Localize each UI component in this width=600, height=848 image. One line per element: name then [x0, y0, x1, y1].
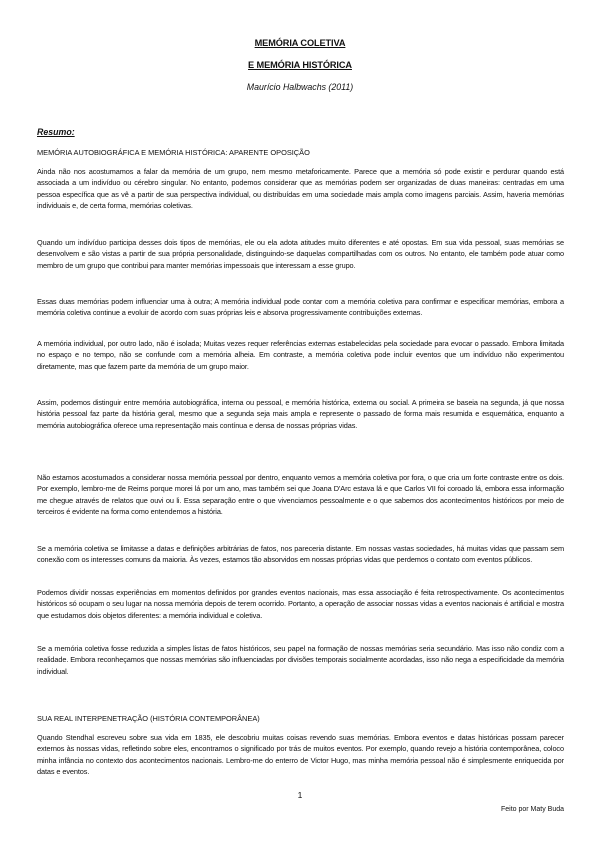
paragraph: A memória individual, por outro lado, não é isolada; Muitas vezes requer referências externas estabelecidas pela sociedade para evocar o passado. Embora limitada no espaço e no tempo, não se confunde com a memória alheia. Em contraste, a memória coletiva pode incluir eventos que um indivíduo não experimentou diretamente, mas que fazem parte da memória de um grupo maior. — [37, 339, 564, 371]
resumo-label: Resumo: — [37, 127, 75, 137]
document-title-line1: MEMÓRIA COLETIVA — [254, 38, 346, 48]
paragraph: Quando Stendhal escreveu sobre sua vida em 1835, ele descobriu muitas coisas revendo suas memórias. Embora eventos e datas históricas possam parecer externos às nossas vidas, refletindo sobre eles, encontramos o significado por trás de muitos eventos. Por exemplo, quando revejo a história contemporânea, coloco minha infância no contexto dos acontecimentos nacionais. Lembro-me do enterro de Victor Hugo, mas minha memória pessoal não é simplesmente enriquecida por datas e eventos. — [37, 733, 564, 776]
section-heading-2: SUA REAL INTERPENETRAÇÃO (HISTÓRIA CONTEMPORÂNEA) — [37, 714, 260, 723]
paragraph: Podemos dividir nossas experiências em momentos definidos por grandes eventos nacionais, mas essa associação é feita retrospectivamente. Os acontecimentos históricos só ocupam o seu lugar na nossa memória depois de terem ocorrido. Portanto, a operação de associar nossas vidas a eventos nacionais é artificial e mostra que estudamos dois objetos diferentes: a memória individual e coletiva. — [37, 588, 564, 620]
paragraph: Assim, podemos distinguir entre memória autobiográfica, interna ou pessoal, e memória histórica, externa ou social. A primeira se baseia na segunda, já que nossa história pessoal faz parte da história geral, mesmo que a segunda seja mais ampla e represente o passado de forma mais resumida e esquemática, enquanto a memória autobiográfica oferece uma representação mais contínua e densa de nossas próprias vidas. — [37, 398, 564, 430]
paragraph: Não estamos acostumados a considerar nossa memória pessoal por dentro, enquanto vemos a memória coletiva por fora, o que cria um forte contraste entre os dois. Por exemplo, lembro-me de Reims porque morei lá por um ano, mas também sei que Joana D'Arc estava lá e que Carlos VII foi coroado lá, embora essa informação me chegue através de relatos que ouvi ou li. Essa separação entre o que vivenciamos pessoalmente e o que sabemos dos acontecimentos históricos por meio de terceiros é evidente na forma como entendemos a história. — [37, 473, 564, 516]
paragraph: Se a memória coletiva fosse reduzida a simples listas de fatos históricos, seu papel na formação de nossas memórias seria secundário. Mas isso não condiz com a realidade. Embora reconheçamos que nossas memórias são influenciadas por divisões temporais socialmente acordadas, isso não nega a especificidade da memória individual. — [37, 644, 564, 676]
page-number: 1 — [297, 790, 303, 800]
paragraph: Se a memória coletiva se limitasse a datas e definições arbitrárias de fatos, nos pareceria distante. Em nossas vastas sociedades, há muitas vidas que passam sem conexão com os interesses comuns da maioria. Às vezes, estamos tão absorvidos em nossas próprias vidas que perdemos o contato com eventos públicos. — [37, 544, 564, 565]
paragraph: Ainda não nos acostumamos a falar da memória de um grupo, nem mesmo metaforicamente. Parece que a memória só pode existir e perdurar quando está associada a um indivíduo ou cérebro singular. No entanto, podemos considerar que as memórias podem ser organizadas de duas maneiras: centradas em uma pessoa específica que as vê a partir de sua perspectiva individual, ou distribuídas em uma sociedade mais ampla como imagens parciais. Assim, haveria memórias individuais e, de certa forma, memórias coletivas. — [37, 167, 564, 210]
document-author: Maurício Halbwachs (2011) — [246, 82, 354, 92]
footer-credit: Feito por Maty Buda — [500, 806, 564, 813]
document-title-line2: E MEMÓRIA HISTÓRICA — [248, 60, 352, 70]
paragraph: Essas duas memórias podem influenciar uma à outra; A memória individual pode contar com a memória coletiva para confirmar e especificar memórias, embora a memória coletiva continue a evoluir de acordo com suas próprias leis e absorva progressivamente contribuições externas. — [37, 297, 564, 318]
paragraph: Quando um indivíduo participa desses dois tipos de memórias, ele ou ela adota atitudes muito diferentes e até opostas. Em sua vida pessoal, suas memórias se desenvolvem e são vistas a partir de sua própria personalidade, distinguindo-se daquelas compartilhadas com os outros. No entanto, ele também pode atuar como membro de um grupo que contribui para manter memórias impessoais que interessam a esse grupo. — [37, 238, 564, 270]
section-heading-1: MEMÓRIA AUTOBIOGRÁFICA E MEMÓRIA HISTÓRICA: APARENTE OPOSIÇÃO — [37, 148, 310, 157]
